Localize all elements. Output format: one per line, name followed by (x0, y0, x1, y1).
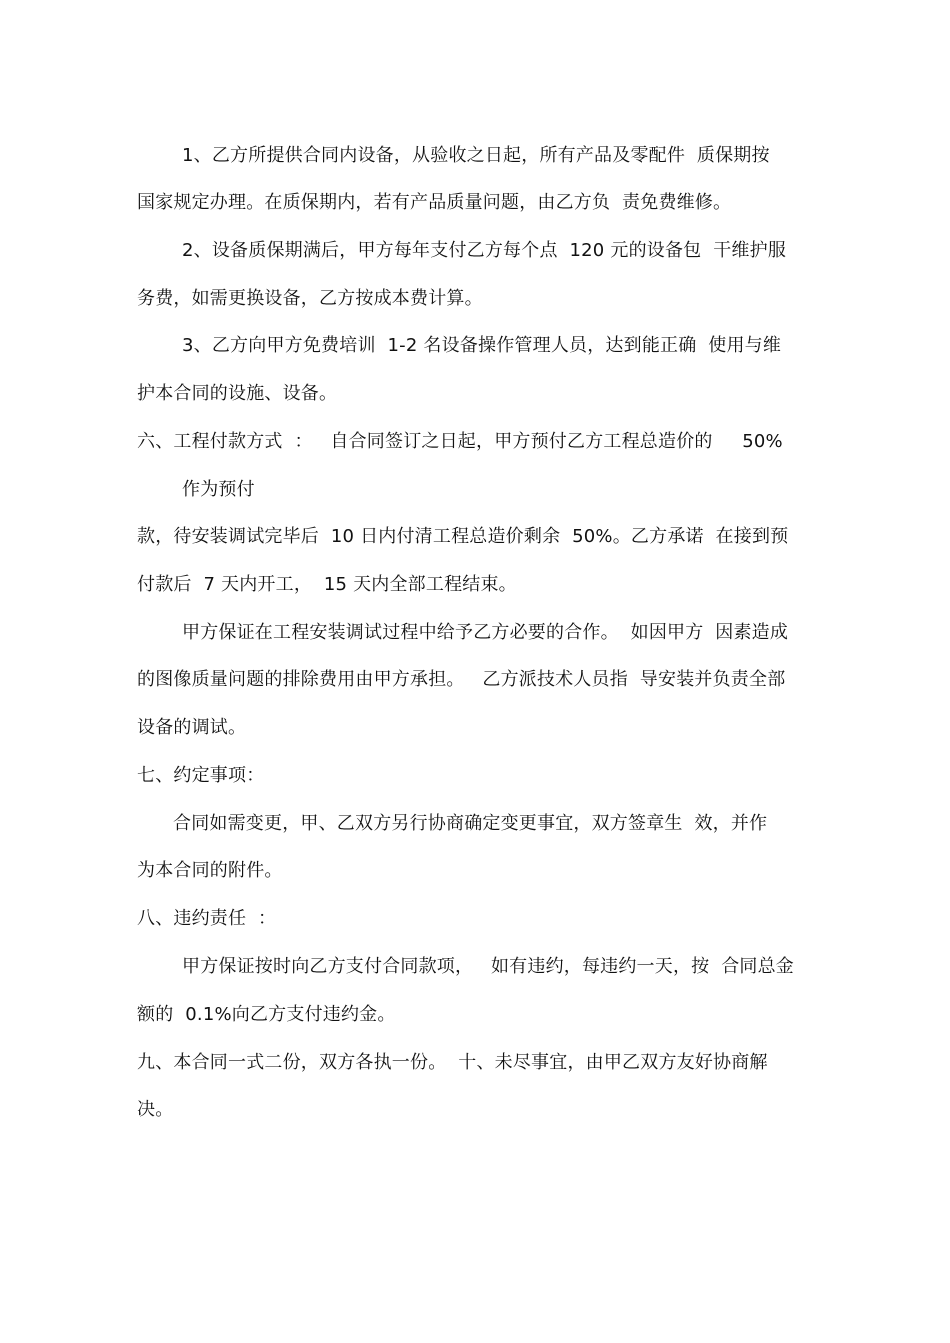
text-line: 国家规定办理。在质保期内，若有产品质量问题，由乙方负 责免费维修。 (137, 192, 732, 213)
text-line: 为本合同的附件。 (137, 860, 283, 881)
text-line: 3、乙方向甲方免费培训 1-2 名设备操作管理人员，达到能正确 使用与维 (182, 335, 782, 356)
section-heading: 八、违约责任 ： (137, 908, 277, 929)
text-line: 2、设备质保期满后，甲方每年支付乙方每个点 120 元的设备包 干维护服 (182, 240, 787, 261)
text-line: 九、本合同一式二份，双方各执一份。 十、未尽事宜，由甲乙双方友好协商解 (137, 1052, 768, 1073)
section-heading: 七、约定事项： (137, 765, 265, 786)
text-line: 设备的调试。 (137, 717, 247, 738)
text-line: 1、乙方所提供合同内设备，从验收之日起，所有产品及零配件 质保期按 (182, 145, 770, 166)
text-line: 合同如需变更，甲、乙双方另行协商确定变更事宜，双方签章生 效，并作 (173, 813, 768, 834)
text-line: 额的 0.1%向乙方支付违约金。 (137, 1004, 396, 1025)
text-line: 决。 (137, 1099, 174, 1120)
text-line: 甲方保证在工程安装调试过程中给予乙方必要的合作。 如因甲方 因素造成 (182, 622, 789, 643)
text-line: 款，待安装调试完毕后 10 日内付清工程总造价剩余 50%。乙方承诺 在接到预 (137, 526, 789, 547)
text-line: 甲方保证按时向乙方支付合同款项， 如有违约，每违约一天，按 合同总金 (182, 956, 795, 977)
text-line: 务费，如需更换设备，乙方按成本费计算。 (137, 288, 483, 309)
text-line: 护本合同的设施、设备。 (137, 383, 338, 404)
text-line: 付款后 7 天内开工， 15 天内全部工程结束。 (137, 574, 517, 595)
text-line: 的图像质量问题的排除费用由甲方承担。 乙方派技术人员指 导安装并负责全部 (137, 669, 786, 690)
section-heading: 六、工程付款方式 ： 自合同签订之日起，甲方预付乙方工程总造价的 50% (137, 431, 783, 452)
text-line: 作为预付 (182, 479, 255, 500)
